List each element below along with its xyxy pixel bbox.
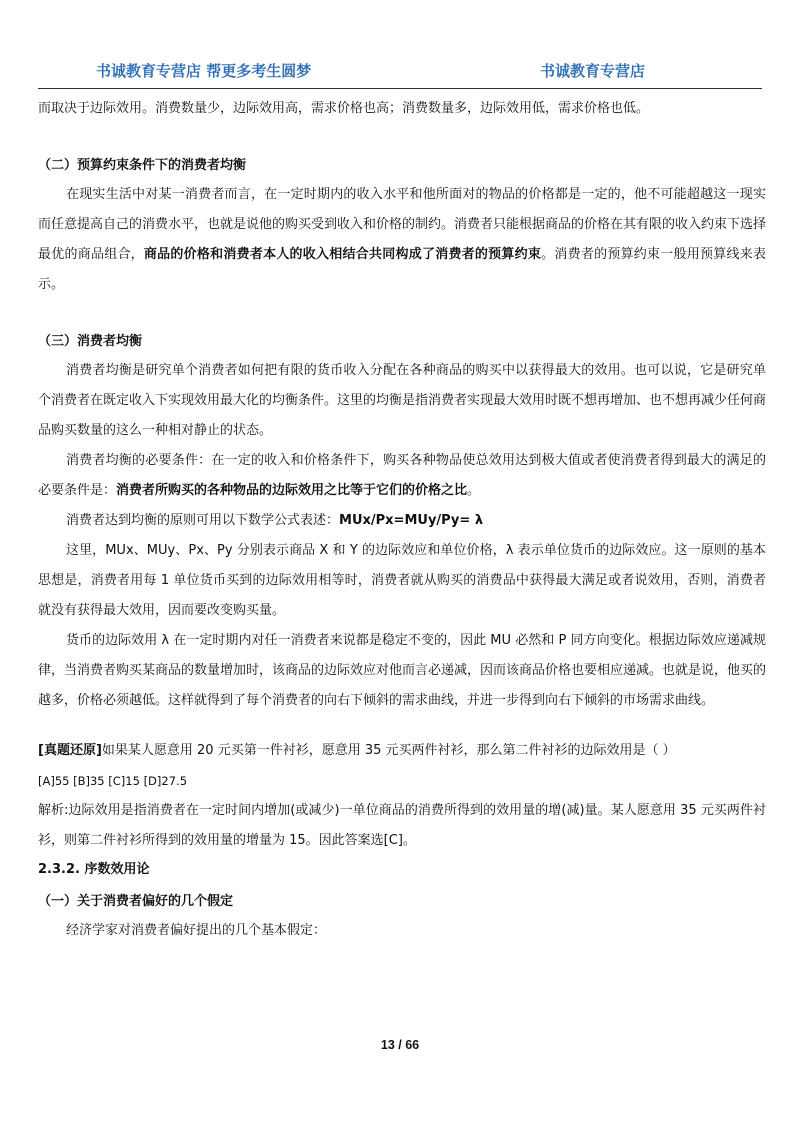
- paragraph-budget-end: 。消费者的预算约束一般用预算线来表示。: [38, 247, 766, 292]
- section-heading-assumptions: （一）关于消费者偏好的几个假定: [38, 894, 234, 909]
- header-left-text: 书诚教育专营店 帮更多考生圆梦: [96, 62, 312, 80]
- formula: MUx/Px=MUy/Py= λ: [339, 513, 484, 528]
- paragraph-condition: [38, 446, 766, 506]
- paragraph-assumptions: 经济学家对消费者偏好提出的几个基本假定：: [66, 923, 327, 938]
- paragraph-condition-end: 。: [467, 483, 481, 498]
- paragraph-condition-text: 消费者均衡的必要条件：在一定的收入和价格条件下，购买各种物品使总效用达到极大值或者使消费者得到最大的满足的必要条件是：: [38, 453, 766, 498]
- question: [38, 736, 766, 766]
- page-content: [38, 94, 766, 946]
- paragraph-budget-text: 在现实生活中对某一消费者而言，在一定时期内的收入水平和他所面对的物品的价格都是一定的，他不可能超越这一现实而任意提高自己的消费水平，也就是说他的购买受到收入和价格的制约。消费者只能根据商品的价格在其有限的收入约束下选择最优的商品组合，: [38, 187, 767, 262]
- paragraph-budget: [38, 180, 766, 300]
- question-options: [A]55 [B]35 [C]15 [D]27.5: [38, 774, 188, 788]
- question-text: 如果某人愿意用 20 元买第一件衬衫，愿意用 35 元买两件衬衫，那么第二件衬衫的边际效用是（ ）: [101, 743, 676, 758]
- section-heading-ordinal: 2.3.2. 序数效用论: [38, 862, 150, 877]
- paragraph-explanation: 这里，MUx、MUy、Px、Py 分别表示商品 X 和 Y 的边际效应和单位价格，λ 表示单位货币的边际效应。这一原则的基本思想是，消费者用每 1 单位货币买到的边际效用相等时，消费者就从购买的消费品中获得最大满足或者说效用，否则，消费者就没有获得最大效用，因而要改变购买量。: [38, 543, 766, 618]
- paragraph-formula: [38, 506, 766, 536]
- question-tag: [真题还原]: [38, 743, 102, 758]
- page-header: [38, 52, 762, 89]
- paragraph-condition-bold: 消费者所购买的各种物品的边际效用之比等于它们的价格之比: [116, 483, 468, 498]
- paragraph-money-utility: 货币的边际效用 λ 在一定时期内对任一消费者来说都是稳定不变的，因此 MU 必然和 P 同方向变化。根据边际效应递减规律，当消费者购买某商品的数量增加时，该商品的边际效应对他而言必递减，因而该商品价格也要相应递减。也就是说，他买的越多，价格必须越低。这样就得到了每个消费者的向右下倾斜的需求曲线，并进一步得到向右下倾斜的市场需求曲线。: [38, 633, 767, 708]
- paragraph-budget-bold: 商品的价格和消费者本人的收入相结合共同构成了消费者的预算约束: [143, 247, 542, 262]
- page-number: 13 / 66: [380, 1038, 420, 1052]
- analysis: 解析:边际效用是指消费者在一定时间内增加(或减少)一单位商品的消费所得到的效用量的增(减)量。某人愿意用 35 元买两件衬衫，则第二件衬衫所得到的效用量的增量为 15。因此答案选[C]。: [38, 803, 766, 848]
- section-heading-equilibrium: （三）消费者均衡: [38, 334, 143, 349]
- paragraph-continuation: 而取决于边际效用。消费数量少，边际效用高，需求价格也高；消费数量多，边际效用低，需求价格也低。: [38, 101, 650, 116]
- formula-intro: 消费者达到均衡的原则可用以下数学公式表述：: [66, 513, 340, 528]
- paragraph-equilibrium: 消费者均衡是研究单个消费者如何把有限的货币收入分配在各种商品的购买中以获得最大的效用。也可以说，它是研究单个消费者在既定收入下实现效用最大化的均衡条件。这里的均衡是指消费者实现最大效用时既不想再增加、也不想再减少任何商品购买数量的这么一种相对静止的状态。: [38, 363, 767, 438]
- header-right-text: 书诚教育专营店: [540, 62, 646, 80]
- section-heading-budget: （二）预算约束条件下的消费者均衡: [38, 158, 247, 173]
